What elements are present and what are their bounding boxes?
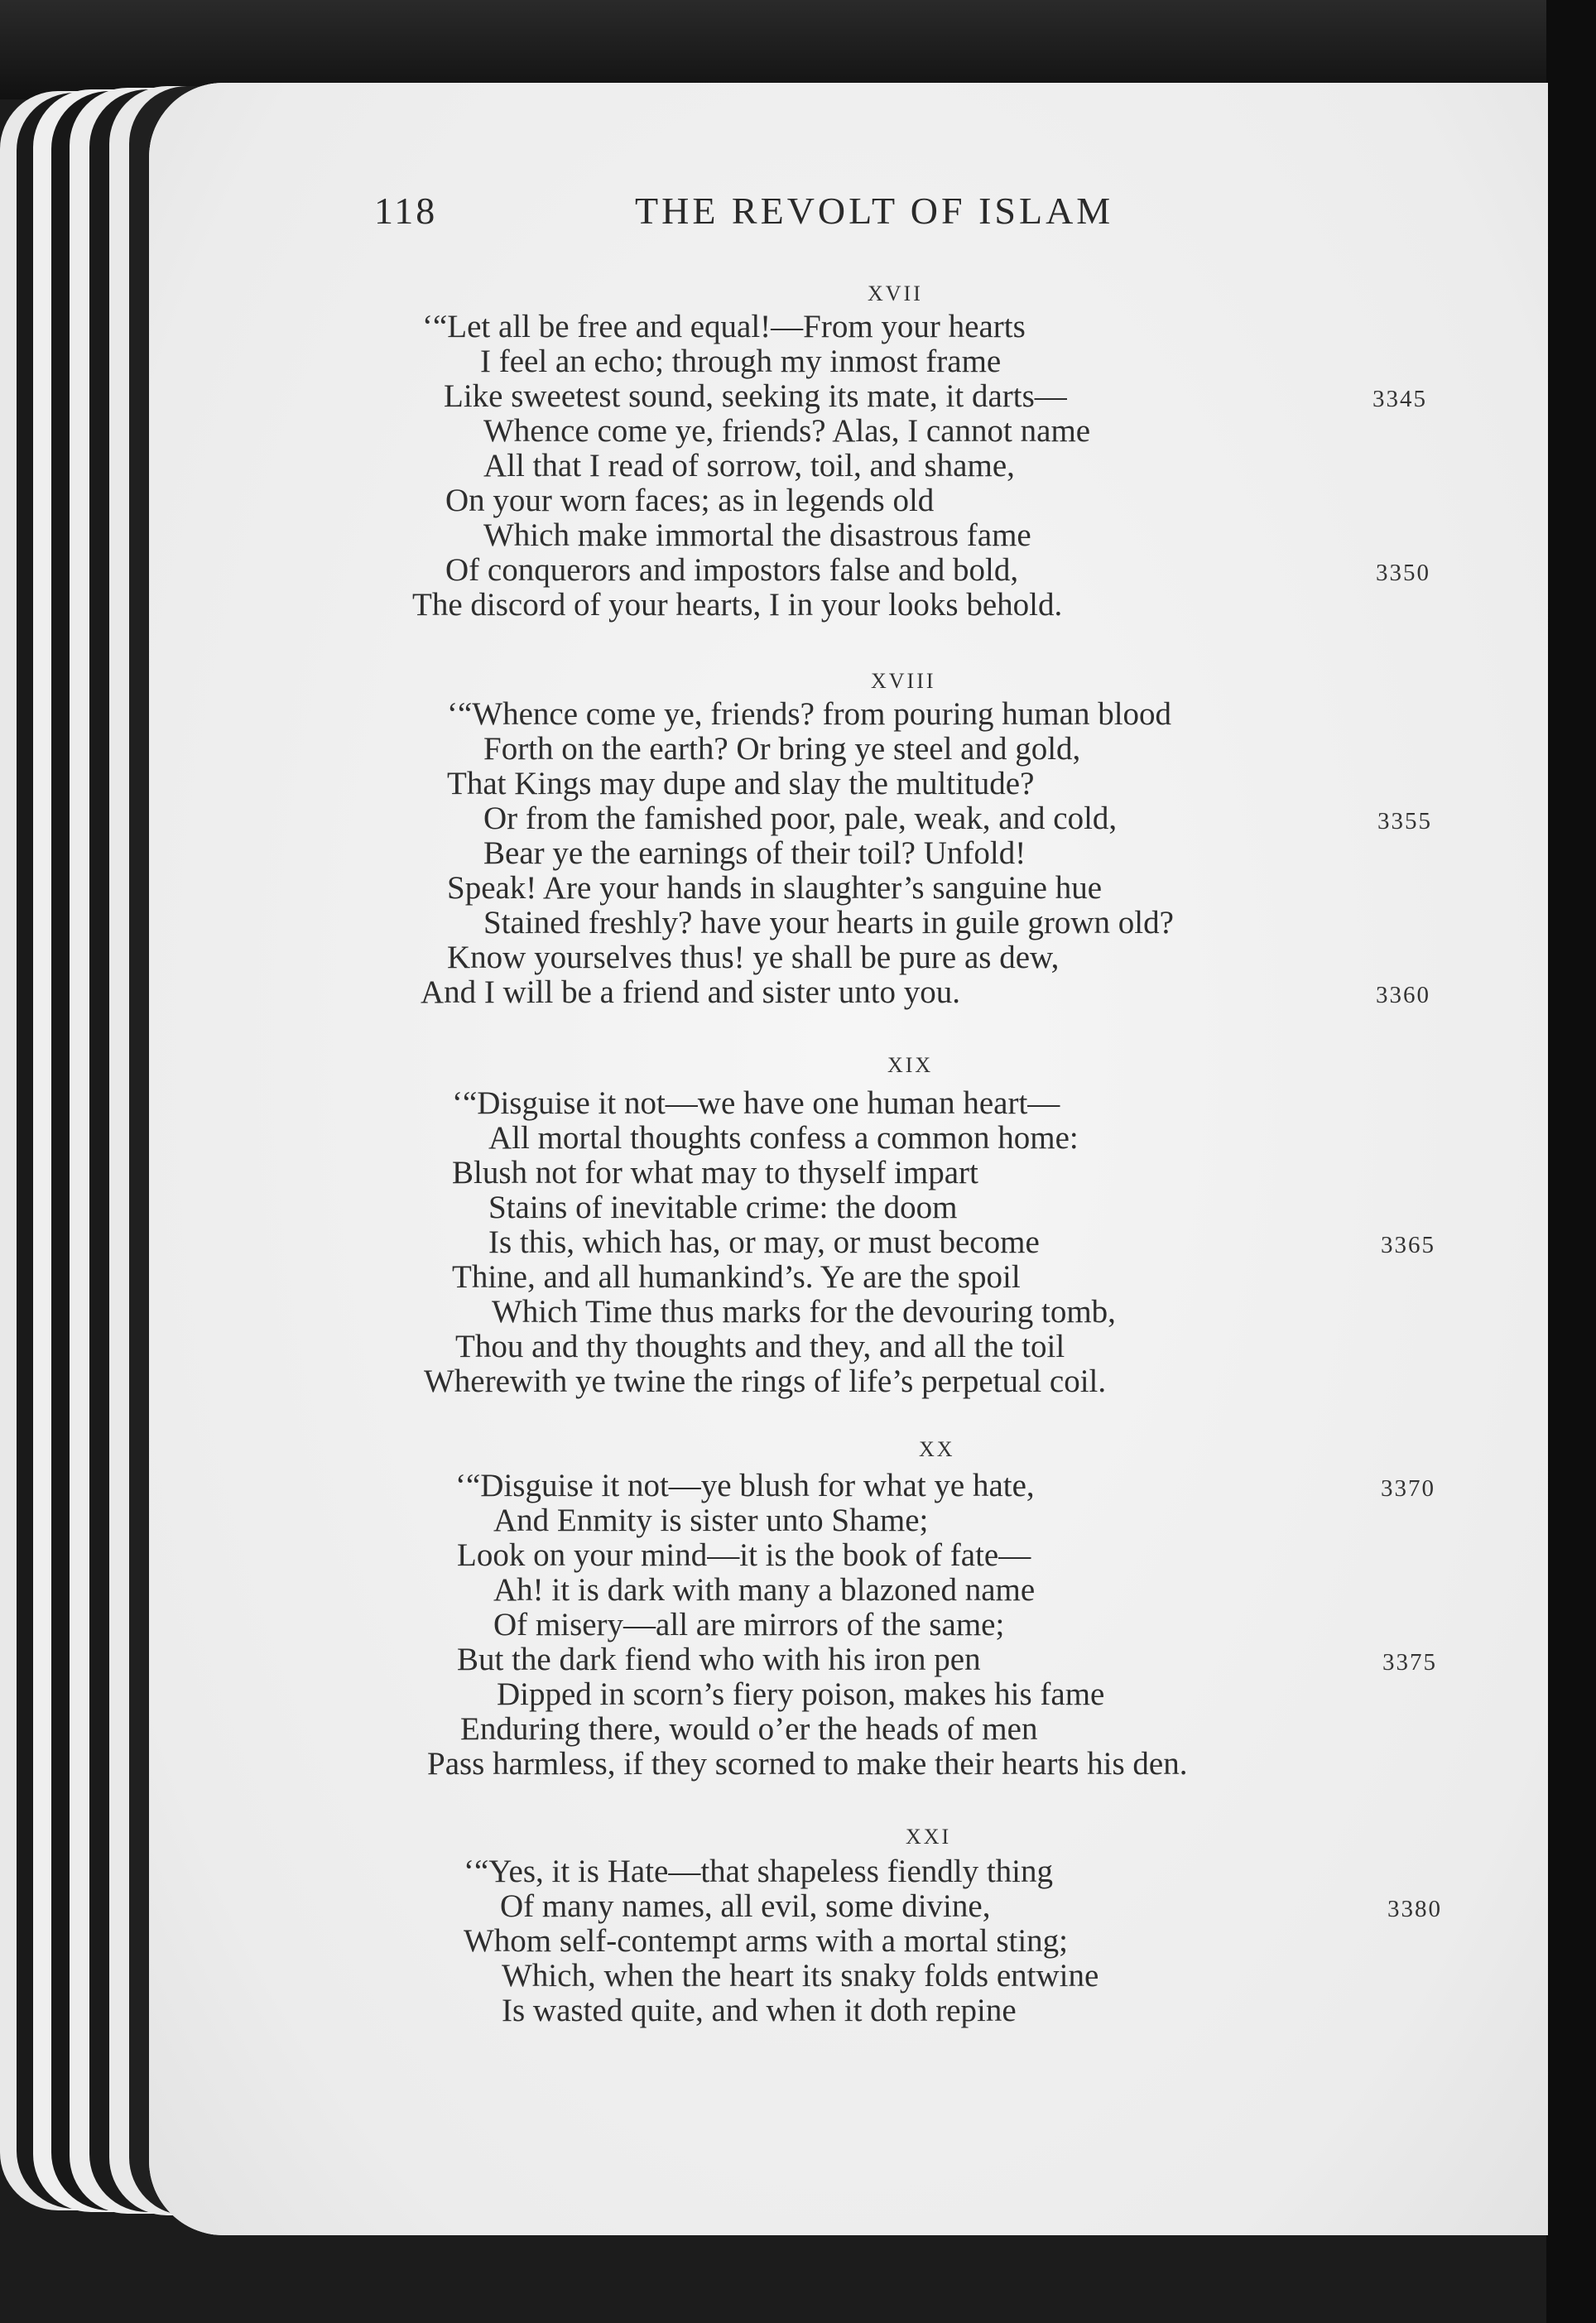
verse-line: Dipped in scorn’s fiery poison, makes his fame: [497, 1676, 1105, 1712]
verse-line: Stains of inevitable crime: the doom: [488, 1190, 958, 1225]
line-number: 3370: [1381, 1475, 1435, 1502]
verse-line: Like sweetest sound, seeking its mate, it darts—: [444, 378, 1067, 414]
verse-line: ‘“Let all be free and equal!—From your hearts: [422, 309, 1026, 344]
verse-line: ‘“Disguise it not—we have one human heart—: [452, 1085, 1060, 1121]
verse-line: Bear ye the earnings of their toil? Unfold!: [483, 835, 1026, 871]
verse-line: Look on your mind—it is the book of fate—: [457, 1537, 1031, 1573]
stanza-number: XX: [919, 1437, 955, 1461]
verse-line: Of conquerors and impostors false and bold,: [445, 552, 1019, 588]
verse-line: ‘“Yes, it is Hate—that shapeless fiendly thing: [464, 1854, 1054, 1889]
verse-line: Ah! it is dark with many a blazoned name: [493, 1572, 1036, 1608]
verse-line: ‘“Whence come ye, friends? from pouring human blood: [447, 696, 1172, 732]
verse-line: But the dark fiend who with his iron pen: [457, 1642, 981, 1677]
stanza-number: XIX: [887, 1053, 934, 1077]
verse-line: All mortal thoughts confess a common home:: [488, 1120, 1079, 1156]
verse-line: I feel an echo; through my inmost frame: [480, 344, 1002, 379]
verse-line: Which Time thus marks for the devouring tomb,: [492, 1294, 1116, 1330]
verse-line: Thine, and all humankind’s. Ye are the spoil: [452, 1259, 1021, 1295]
verse-line: Or from the famished poor, pale, weak, and cold,: [483, 801, 1118, 836]
line-number: 3365: [1381, 1232, 1435, 1258]
verse-line: Pass harmless, if they scorned to make their hearts his den.: [427, 1746, 1188, 1782]
verse-line: Thou and thy thoughts and they, and all the toil: [455, 1329, 1065, 1364]
verse-line: Whom self-contempt arms with a mortal sting;: [464, 1923, 1069, 1959]
verse-line: ‘“Disguise it not—ye blush for what ye hate,: [455, 1468, 1035, 1503]
verse-line: Enduring there, would o’er the heads of men: [460, 1711, 1038, 1747]
verse-line: Wherewith ye twine the rings of life’s perpetual coil.: [424, 1364, 1107, 1399]
verse-line: The discord of your hearts, I in your looks behold.: [412, 587, 1063, 623]
running-title: THE REVOLT OF ISLAM: [635, 190, 1114, 232]
verse-line: Which make immortal the disastrous fame: [483, 517, 1031, 553]
background-right: [1546, 0, 1596, 2323]
verse-line: Of many names, all evil, some divine,: [500, 1888, 991, 1924]
page-header: [374, 189, 1285, 238]
verse-line: All that I read of sorrow, toil, and shame,: [483, 448, 1015, 483]
verse-line: Blush not for what may to thyself impart: [452, 1155, 978, 1190]
verse-line: Is this, which has, or may, or must become: [488, 1224, 1040, 1260]
line-number: 3360: [1376, 982, 1430, 1008]
verse-line: Speak! Are your hands in slaughter’s sanguine hue: [447, 870, 1103, 906]
stanza-number: XXI: [906, 1825, 952, 1849]
page-number: 118: [374, 190, 438, 232]
verse-line: Know yourselves thus! ye shall be pure as dew,: [447, 940, 1060, 975]
line-number: 3350: [1376, 560, 1430, 586]
line-number: 3375: [1382, 1649, 1437, 1676]
verse-line: Stained freshly? have your hearts in guile grown old?: [483, 905, 1174, 940]
verse-line: Whence come ye, friends? Alas, I cannot name: [483, 413, 1091, 449]
line-number: 3345: [1372, 386, 1427, 412]
verse-line: On your worn faces; as in legends old: [445, 483, 935, 518]
line-number: 3355: [1377, 808, 1432, 834]
verse-line: Which, when the heart its snaky folds entwine: [502, 1958, 1099, 1994]
line-number: 3380: [1387, 1896, 1442, 1922]
stanza-number: XVII: [868, 281, 923, 305]
verse-line: That Kings may dupe and slay the multitude?: [447, 766, 1035, 801]
stanza-number: XVIII: [871, 669, 936, 693]
verse-line: Of misery—all are mirrors of the same;: [493, 1607, 1005, 1642]
verse-line: And Enmity is sister unto Shame;: [493, 1503, 929, 1538]
verse-line: Is wasted quite, and when it doth repine: [502, 1993, 1017, 2028]
verse-line: And I will be a friend and sister unto you.: [421, 974, 961, 1010]
verse-line: Forth on the earth? Or bring ye steel and gold,: [483, 731, 1081, 767]
